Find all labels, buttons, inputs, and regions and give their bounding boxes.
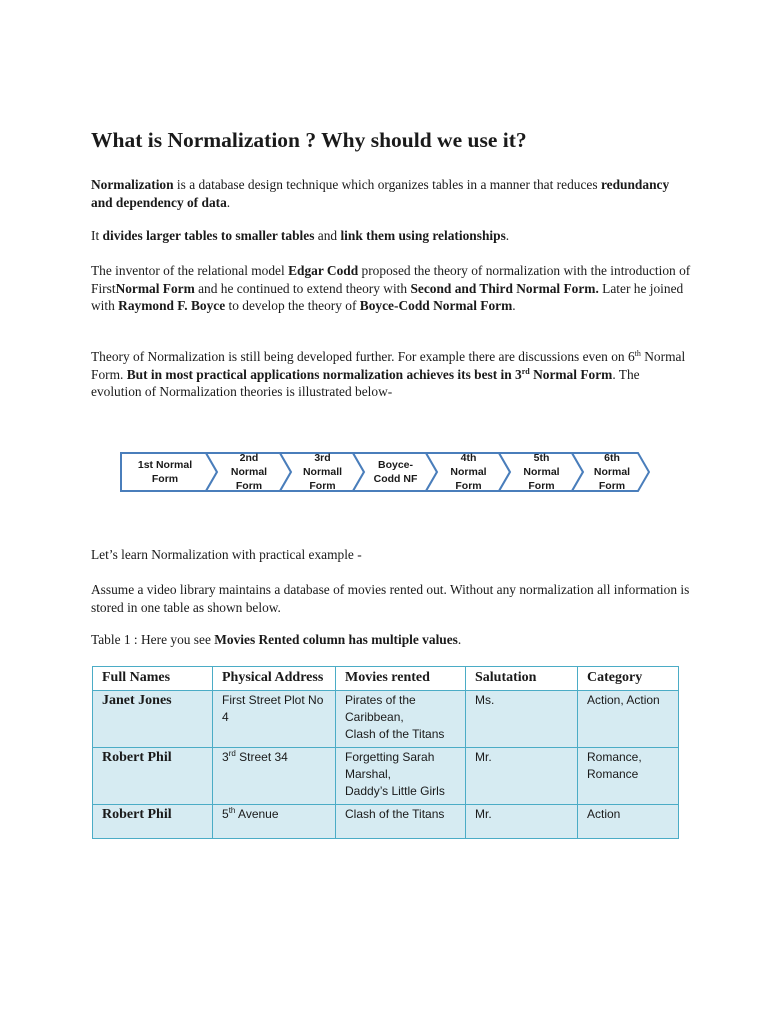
history-boyce: Raymond F. Boyce — [118, 298, 226, 313]
caption-end: . — [457, 632, 462, 647]
evolution-end: . The evolution of Normalization theories is illustrated below- — [91, 366, 640, 399]
history-pre: The inventor of the relational model — [91, 263, 289, 278]
table-caption — [91, 631, 691, 649]
cell-address: First Street Plot No 4 — [213, 691, 336, 748]
cell-salutation: Ms. — [466, 691, 578, 748]
flow-stage-2-label: 2nd Normal Form — [230, 452, 268, 492]
cell-category: Action, Action — [578, 691, 679, 748]
definition-bold: redundancy and dependency of data — [91, 177, 670, 210]
evolution-paragraph — [91, 348, 691, 401]
cell-salutation: Mr. — [466, 748, 578, 805]
history-normal-form: Normal Form — [115, 280, 195, 296]
example-intro: Let’s learn Normalization with practical example - — [91, 547, 362, 562]
purpose-bold-1: divides larger tables to smaller tables — [102, 228, 315, 243]
header-movies-rented: Movies rented — [336, 667, 466, 691]
history-mid-2: and he continued to extend theory with — [194, 280, 411, 296]
purpose-end: . — [505, 228, 510, 243]
history-second-third: Second and Third Normal Form. — [410, 280, 599, 296]
table-row — [93, 805, 679, 839]
evolution-bold-2: Normal Form — [529, 366, 613, 382]
purpose-mid: and — [314, 228, 341, 243]
flow-stage-4-label: Boyce- Codd NF — [373, 459, 418, 485]
history-bcnf: Boyce-Codd Normal Form — [359, 298, 513, 313]
cell-salutation: Mr. — [466, 805, 578, 839]
history-paragraph — [91, 262, 691, 315]
cell-full-name: Janet Jones — [93, 691, 213, 748]
purpose-paragraph — [91, 227, 691, 245]
flow-stage-1-label: 1st Normal Form — [137, 459, 193, 485]
table-header-row — [93, 667, 679, 691]
caption-pre: Table 1 : Here you see — [91, 632, 215, 647]
cell-full-name: Robert Phil — [93, 748, 213, 805]
page-title: What is Normalization ? Why should we use it? — [91, 128, 527, 152]
definition-paragraph — [91, 176, 691, 211]
normal-form-flow-diagram — [120, 450, 650, 494]
term-normalization: Normalization — [91, 177, 174, 192]
cell-full-name: Robert Phil — [93, 805, 213, 839]
flow-stage-6-label: 5th Normal Form — [523, 452, 560, 492]
cell-movies: Forgetting Sarah Marshal, Daddy’s Little Girls — [336, 748, 466, 805]
header-full-names: Full Names — [93, 667, 213, 691]
flow-stage-3-label: 3rd Normall Form — [302, 452, 343, 492]
scenario-paragraph: Assume a video library maintains a database of movies rented out. Without any normalization all information is stored in one table as shown below. — [91, 582, 690, 615]
evolution-sup-rd: rd — [521, 366, 530, 376]
table-row — [93, 691, 679, 748]
history-mid-1: proposed the theory of normalization with the introduction of First — [91, 263, 691, 296]
caption-bold: Movies Rented column has multiple values — [214, 632, 458, 647]
header-category: Category — [578, 667, 679, 691]
flow-stage-5-label: 4th Normal Form — [450, 452, 487, 492]
definition-text: is a database design technique which organizes tables in a manner that reduces — [173, 177, 598, 192]
purpose-pre: It — [91, 228, 103, 243]
definition-end: . — [226, 194, 231, 210]
cell-address: 3rd Street 34 — [213, 748, 336, 805]
evolution-pre: Theory of Normalization is still being developed further. For example there are discussions even on 6 — [91, 349, 635, 364]
cell-movies: Pirates of the Caribbean, Clash of the Titans — [336, 691, 466, 748]
evolution-mid: Normal Form. — [91, 349, 686, 382]
cell-address: 5th Avenue — [213, 805, 336, 839]
movies-rented-table — [92, 666, 679, 839]
cell-movies: Clash of the Titans — [336, 805, 466, 839]
evolution-bold: But in most practical applications normalization achieves its best in 3 — [126, 366, 522, 382]
history-end: . — [512, 298, 516, 313]
purpose-bold-2: link them using relationships — [340, 228, 506, 243]
history-mid-3: Later he joined with — [91, 280, 684, 313]
cell-category: Romance, Romance — [578, 748, 679, 805]
evolution-sup-th: th — [634, 349, 641, 358]
flow-stage-7-label: 6th Normal Form — [593, 452, 631, 492]
header-physical-address: Physical Address — [213, 667, 336, 691]
history-mid-4: to develop the theory of — [225, 298, 360, 313]
cell-category: Action — [578, 805, 679, 839]
table-row — [93, 748, 679, 805]
header-salutation: Salutation — [466, 667, 578, 691]
history-codd: Edgar Codd — [288, 263, 359, 278]
